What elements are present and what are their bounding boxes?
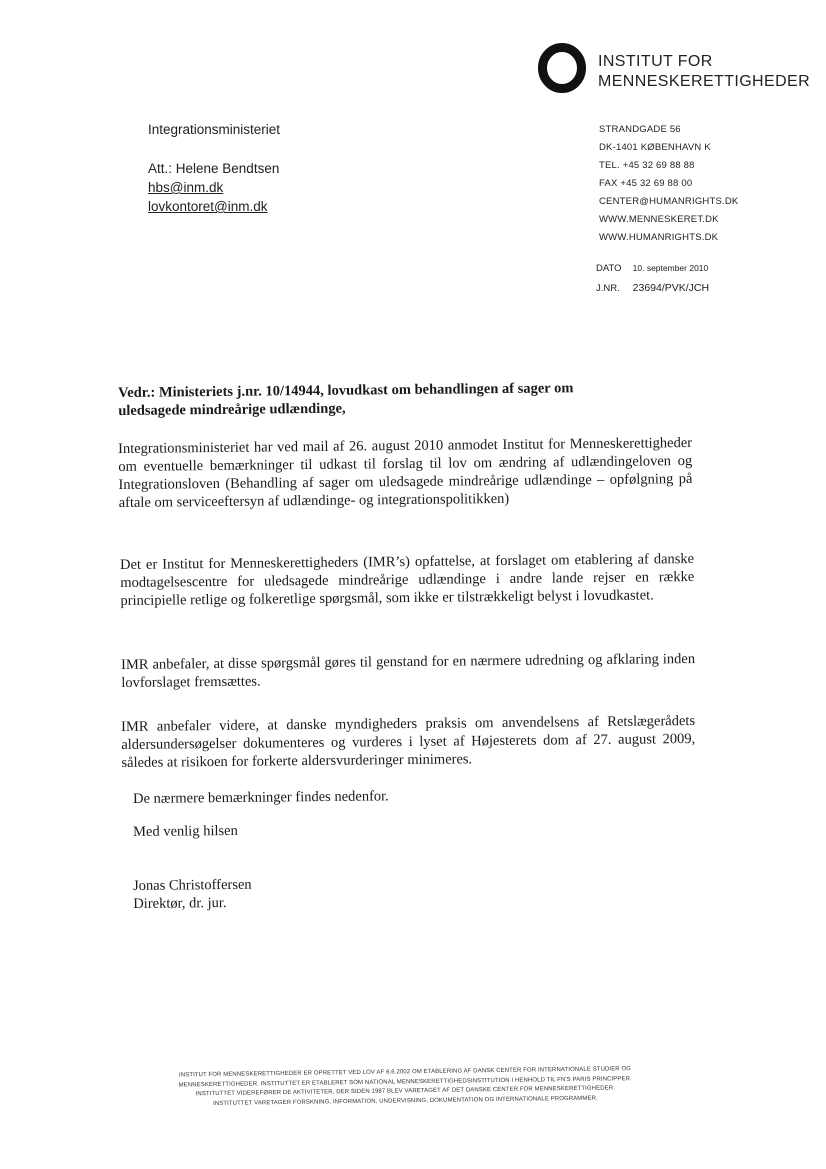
paragraph-3: IMR anbefaler, at disse spørgsmål gøres til genstand for en nærmere udredning og afklaring inden lovforslaget fremsættes.: [121, 650, 696, 691]
contact-phone: TEL. +45 32 69 88 88: [599, 160, 695, 171]
paragraph-1: Integrationsministeriet har ved mail af 26. august 2010 anmodet Institut for Menneskerettigheder om eventuelle bemærkninger til udkast til forslag til lov om ændring af udlændingeloven og Integrationsloven (Behandling af sager om uledsagede mindreårige udlændinge – opfølgning på aftale om serviceeftersyn af udlændinge- og integrationspolitikken): [118, 434, 693, 511]
date-row: [596, 258, 709, 278]
contact-email: CENTER@HUMANRIGHTS.DK: [599, 196, 739, 207]
letter-subject: Vedr.: Ministeriets j.nr. 10/14944, lovudkast om behandlingen af sager om uledsagede mindreårige udlændinge,: [118, 380, 574, 419]
contact-street: STRANDGADE 56: [599, 124, 681, 135]
jnr-label: J.NR.: [596, 283, 620, 294]
date-label: DATO: [596, 263, 622, 274]
logo-line-2: MENNESKERETTIGHEDER: [598, 73, 811, 90]
closing-greeting: Med venlig hilsen: [133, 822, 238, 840]
paragraph-2: Det er Institut for Menneskerettigheders (IMR’s) opfattelse, at forslaget om etablering af danske modtagelsescentre for uledsagede mindreårige udlændinge i andre lande rejser en række principielle retlige og folkeretlige spørgsmål, som ikke er tilstrækkeligt belyst i lovudkastet.: [120, 550, 695, 609]
recipient-attention: Att.: Helene Bendtsen: [148, 161, 280, 176]
institution-logo-text: [598, 52, 810, 92]
footer-line-2: MENNESKERETTIGHEDER. INSTITUTTET ER ETABLERET SOM NATIONAL MENNESKERETTIGHEDSINSTITUTION I HENHOLD TIL FN'S PARIS PRINCIPPER.: [178, 1075, 632, 1088]
contact-web-1: WWW.MENNESKERET.DK: [599, 214, 719, 225]
footer-line-4: INSTITUTTET VARETAGER FORSKNING, INFORMATION, UNDERVISNING, DOKUMENTATION OG INTERNATIONALE PROGRAMMER.: [213, 1095, 598, 1107]
logo-line-1: INSTITUT FOR: [598, 53, 713, 70]
signature-block: [133, 876, 252, 913]
recipient-block: [148, 120, 280, 216]
signer-title: Direktør, dr. jur.: [133, 895, 227, 912]
contact-web-2: WWW.HUMANRIGHTS.DK: [599, 232, 719, 243]
contact-fax: FAX +45 32 69 88 00: [599, 178, 693, 189]
jnr-value: 23694/PVK/JCH: [632, 282, 710, 294]
reference-block: [596, 258, 709, 298]
jnr-row: [596, 278, 709, 298]
paragraph-4: IMR anbefaler videre, at danske myndigheders praksis om anvendelsens af Retslægerådets aldersundersøgelser dokumenteres og vurderes i lyset af Højesterets dom af 27. august 2009, således at risikoen for forkerte aldersvurderinger minimeres.: [121, 712, 696, 771]
ring-logo-icon: [536, 42, 588, 94]
footer-line-1: INSTITUT FOR MENNESKERETTIGHEDER ER OPRETTET VED LOV AF 6.6.2002 OM ETABLERING AF DANSK CENTER FOR INTERNATIONALE STUDIER OG: [178, 1066, 632, 1079]
date-value: 10. september 2010: [632, 263, 709, 273]
recipient-organization: Integrationsministeriet: [148, 122, 281, 137]
contact-block: [599, 121, 738, 247]
legal-footer: [140, 1065, 670, 1110]
recipient-email-link-2[interactable]: lovkontoret@inm.dk: [148, 199, 268, 214]
footer-line-3: INSTITUTTET VIDEREFØRER DE AKTIVITETER, DER SIDEN 1987 BLEV VARETAGET AF DET DANSKE CENTER FOR MENNESKERETTIGHEDER.: [195, 1085, 615, 1098]
recipient-email-link-1[interactable]: hbs@inm.dk: [148, 180, 224, 195]
contact-city: DK-1401 KØBENHAVN K: [599, 142, 711, 153]
paragraph-5: De nærmere bemærkninger findes nedenfor.: [133, 788, 389, 807]
signer-name: Jonas Christoffersen: [133, 876, 252, 894]
